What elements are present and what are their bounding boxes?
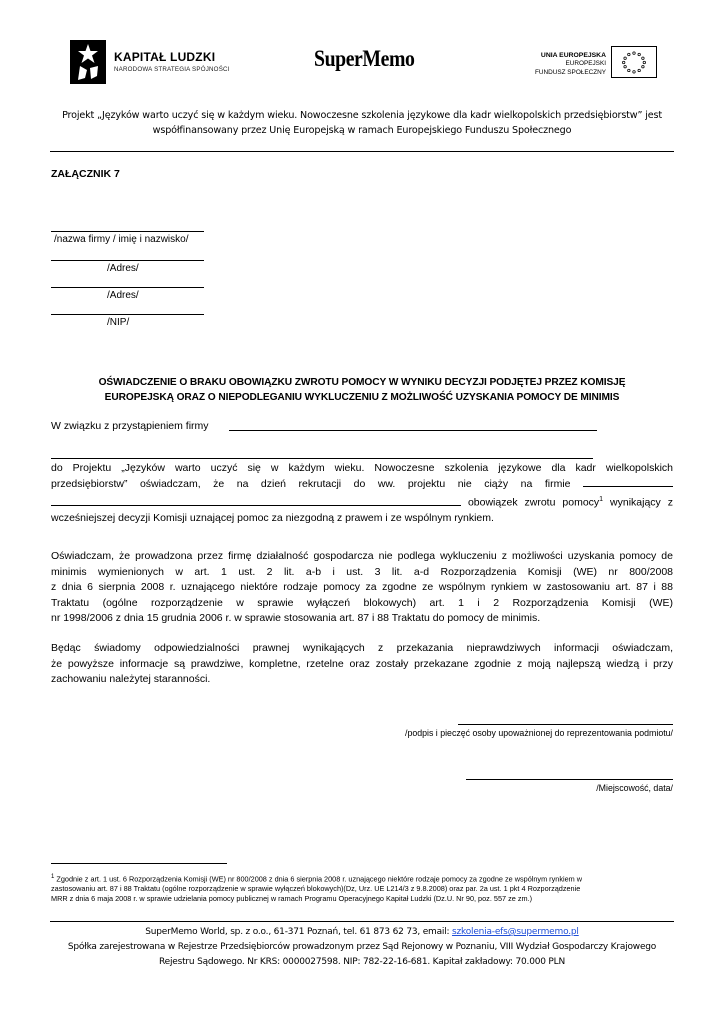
footnote bbox=[51, 872, 673, 904]
footnote-line-3: MRR z dnia 6 maja 2008 r. w sprawie udzielania pomocy publicznej w ramach Programu Operacyjnego Kapitał Ludzki (Dz.U. Nr 90, poz. 557 ze zm.) bbox=[51, 894, 532, 904]
ue-line3: FUNDUSZ SPOŁECZNY bbox=[534, 68, 606, 76]
obligation-line[interactable] bbox=[51, 496, 461, 506]
p1-line-5b: wynikający z bbox=[610, 496, 673, 509]
footnote-ref[interactable]: 1 bbox=[599, 496, 604, 503]
footnote-line-1: Zgodnie z art. 1 ust. 6 Rozporządzenia Komisji (WE) nr 800/2008 z dnia 6 sierpnia 2008 r. uznającego niektóre rodzaje pomocy za zgodne ze wspólnym rynkiem w bbox=[56, 874, 583, 884]
p3-line-2: że powyższe informacje są prawdziwe, kompletne, rzetelne oraz zostały przekazane zgodnie z moją najlepszą wiedzą i przy bbox=[51, 657, 673, 670]
ue-line1: UNIA EUROPEJSKA bbox=[540, 52, 606, 59]
p1-line-6: wcześniejszej decyzji Komisji uznającej pomoc za niezgodną z prawem i ze wspólnym rynkiem. bbox=[51, 512, 494, 524]
nip-field-label: /NIP/ bbox=[107, 317, 130, 328]
eu-flag-icon bbox=[611, 46, 657, 78]
footer-email-link[interactable]: szkolenia-efs@supermemo.pl bbox=[452, 927, 579, 937]
footer-line-3: Rejestru Sądowego. Nr KRS: 0000027598. NIP: 782-22-16-681. Kapitał zakładowy: 70.000 PLN bbox=[158, 957, 566, 968]
p3-line-1: Będąc świadomy odpowiedzialności prawnej wynikających z przekazania nieprawdziwych informacji oświadczam, bbox=[51, 642, 673, 654]
footnote-line-2: zastosowaniu art. 87 i 88 Traktatu (ogólne rozporządzenie w sprawie wyłączeń blokowych)(Dz, Urz. UE L214/3 z 9.8.2008) oraz par. 2a ust. 1 pkt 4 Rozporządzenie bbox=[51, 884, 581, 894]
p2-line-1: Oświadczam, że prowadzona przez firmę działalność gospodarcza nie podlega wykluczeniu z możliwości uzyskania pomocy de bbox=[51, 550, 673, 562]
project-description bbox=[60, 108, 664, 138]
p1-line-5: obowiązek zwrotu pomocy bbox=[467, 496, 600, 509]
footer bbox=[40, 925, 684, 971]
paragraph-1 bbox=[51, 461, 673, 527]
company-name-line[interactable] bbox=[229, 430, 597, 431]
company-name-line-2[interactable] bbox=[51, 458, 593, 459]
p2-line-5: nr 1998/2006 z dnia 15 grudnia 2006 r. w sprawie stosowania art. 87 i 88 Traktatu do pomocy de minimis. bbox=[51, 612, 541, 624]
kapital-ludzki-title: KAPITAŁ LUDZKI bbox=[114, 50, 216, 64]
address2-field-label: /Adres/ bbox=[107, 290, 139, 301]
kapital-ludzki-logo bbox=[70, 38, 240, 88]
place-date-label: /Miejscowość, data/ bbox=[596, 783, 673, 793]
signature-label: /podpis i pieczęć osoby upoważnionej do reprezentowania podmiotu/ bbox=[405, 728, 673, 738]
name-field-label: /nazwa firmy / imię i nazwisko/ bbox=[54, 234, 189, 245]
project-line-2: współfinansowany przez Unię Europejską w ramach Europejskiego Funduszu Społecznego bbox=[152, 125, 572, 136]
p1-line-5-wrap bbox=[51, 492, 673, 511]
declaration-title-line-2: EUROPEJSKĄ ORAZ O NIEPODLEGANIU WYKLUCZENIU Z MOŻLIWOŚĆ UZYSKANIA POMOCY DE MINIMIS bbox=[104, 391, 620, 403]
p2-line-2: minimis wymienionych w art. 1 ust. 2 lit. a-b i ust. 3 lit. a-d Rozporządzenia Komisji (WE) nr 800/2008 bbox=[51, 565, 673, 578]
header-divider bbox=[50, 151, 674, 152]
p2-line-3: z dnia 6 sierpnia 2008 r. uznającego niektóre rodzaje pomocy za zgodne ze wspólnym rynkiem w zastosowaniu art. 87 i 88 bbox=[51, 581, 673, 593]
address1-field-line[interactable] bbox=[51, 260, 204, 261]
footnote-rule bbox=[51, 863, 227, 864]
signature-line[interactable] bbox=[458, 724, 673, 725]
kapital-ludzki-emblem-icon bbox=[70, 40, 106, 84]
supermemo-logo: SuperMemo bbox=[314, 46, 415, 71]
p2-line-4: Traktatu (ogólne rozporządzenie w sprawie wyłączeń blokowych) art. 1 i 2 Rozporządzenia Komisji (WE) bbox=[51, 596, 673, 609]
nip-field-line[interactable] bbox=[51, 314, 204, 315]
paragraph-2 bbox=[51, 549, 673, 627]
footnote-number: 1 bbox=[51, 874, 55, 880]
footer-divider bbox=[50, 921, 674, 922]
name-field-line[interactable] bbox=[51, 231, 204, 232]
p1-line-4: przedsiębiorstw” oświadczam, że na dzień rekrutacji do ww. projektu nie ciąży na firmie bbox=[51, 477, 571, 490]
declaration-title bbox=[62, 376, 662, 405]
p1-line-3: do Projektu „Języków warto uczyć się w każdym wieku. Nowoczesne szkolenia językowe dla kadr wielkopolskich bbox=[51, 462, 673, 474]
annex-label: ZAŁĄCZNIK 7 bbox=[51, 168, 120, 180]
paragraph-3 bbox=[51, 641, 673, 688]
address2-field-line[interactable] bbox=[51, 287, 204, 288]
kapital-ludzki-subtitle: NARODOWA STRATEGIA SPÓJNOŚCI bbox=[114, 66, 230, 73]
project-line-1: Projekt „Języków warto uczyć się w każdym wieku. Nowoczesne szkolenia językowe dla kadr wielkopolskich przedsiębiorstw” jest bbox=[62, 110, 662, 121]
address1-field-label: /Adres/ bbox=[107, 263, 139, 274]
ue-text bbox=[486, 52, 606, 77]
firm-name-line[interactable] bbox=[583, 477, 673, 487]
p3-line-3: zachowaniu należytej staranności. bbox=[51, 673, 211, 685]
p1-intro: W związku z przystąpieniem firmy bbox=[51, 420, 209, 432]
ue-line2: EUROPEJSKI bbox=[565, 60, 606, 68]
p1-line-4-wrap bbox=[51, 477, 673, 493]
place-date-line[interactable] bbox=[466, 779, 673, 780]
footer-line-1: SuperMemo World, sp. z o.o., 61-371 Poznań, tel. 61 873 62 73, email: bbox=[145, 927, 453, 937]
footer-line-2: Spółka zarejestrowana w Rejestrze Przedsiębiorców prowadzonym przez Sąd Rejonowy w Poznaniu, VIII Wydział Gospodarczy Krajowego bbox=[67, 942, 657, 953]
declaration-title-line-1: OŚWIADCZENIE O BRAKU OBOWIĄZKU ZWROTU POMOCY W WYNIKU DECYZJI PODJĘTEJ PRZEZ KOMISJĘ bbox=[98, 377, 626, 388]
